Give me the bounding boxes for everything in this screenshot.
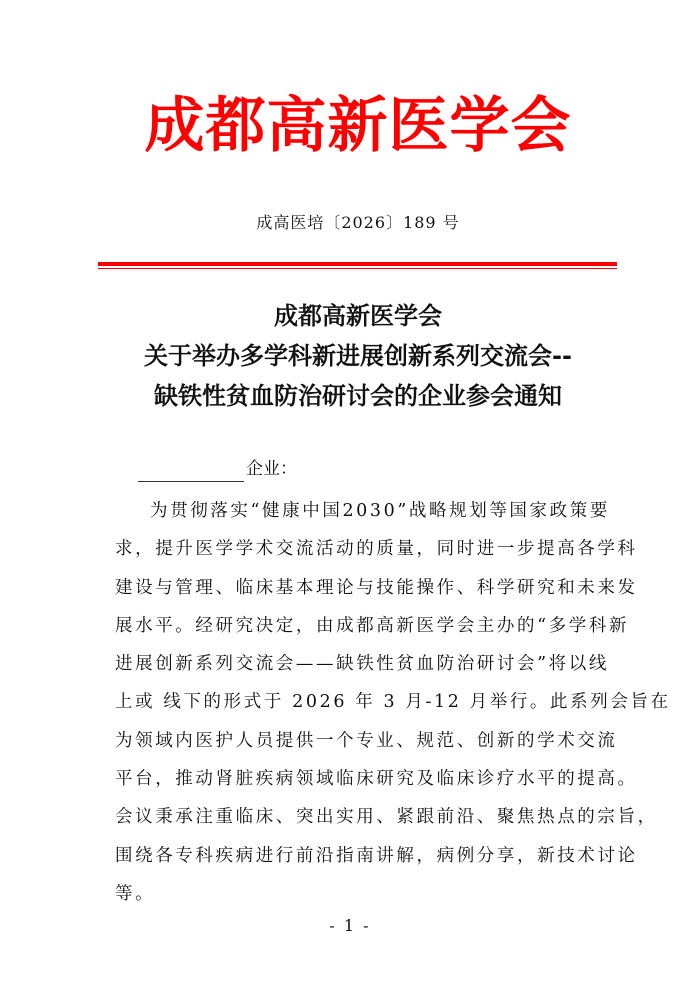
document-title [80,296,636,416]
body-line: 建设与管理、临床基本理论与技能操作、科学研究和未来发 [115,577,638,598]
title-line-3: 缺铁性贫血防治研讨会的企业参会通知 [154,382,562,410]
company-name-blank [138,462,244,482]
body-paragraph [115,492,671,913]
title-line-2: 关于举办多学科新进展创新系列交流会-- [144,342,572,370]
red-divider-thick [98,262,617,266]
red-divider-thin [98,268,617,269]
body-line: 为贯彻落实“健康中国2030”战略规划等国家政策要 [150,501,610,521]
body-line: 展水平。经研究决定，由成都高新医学会主办的“多学科新 [115,615,630,636]
body-line: 等。 [115,883,156,904]
body-line: 求，提升医学学术交流活动的质量，同时进一步提高各学科 [115,539,638,560]
title-line-1: 成都高新医学会 [274,302,442,330]
document-number: 成高医培〔2026〕189 号 [256,213,460,232]
body-line: 围绕各专科疾病进行前沿指南讲解，病例分享，新技术讨论 [115,845,638,866]
body-line: 会议秉承注重临床、突出实用、紧跟前沿、聚焦热点的宗旨， [115,807,658,828]
body-line: 上或 线下的形式于 2026 年 3 月-12 月举行。此系列会旨在 [115,692,671,713]
masthead-org-name: 成都高新医学会 [144,91,572,161]
salutation [138,456,297,482]
salutation-suffix: 企业： [246,459,297,479]
body-line: 为领域内医护人员提供一个专业、规范、创新的学术交流 [115,730,618,751]
body-line: 进展创新系列交流会——缺铁性贫血防治研讨会”将以线 [115,654,609,675]
page-number: - 1 - [329,916,371,935]
body-line: 平台，推动肾脏疾病领域临床研究及临床诊疗水平的提高。 [115,769,638,790]
